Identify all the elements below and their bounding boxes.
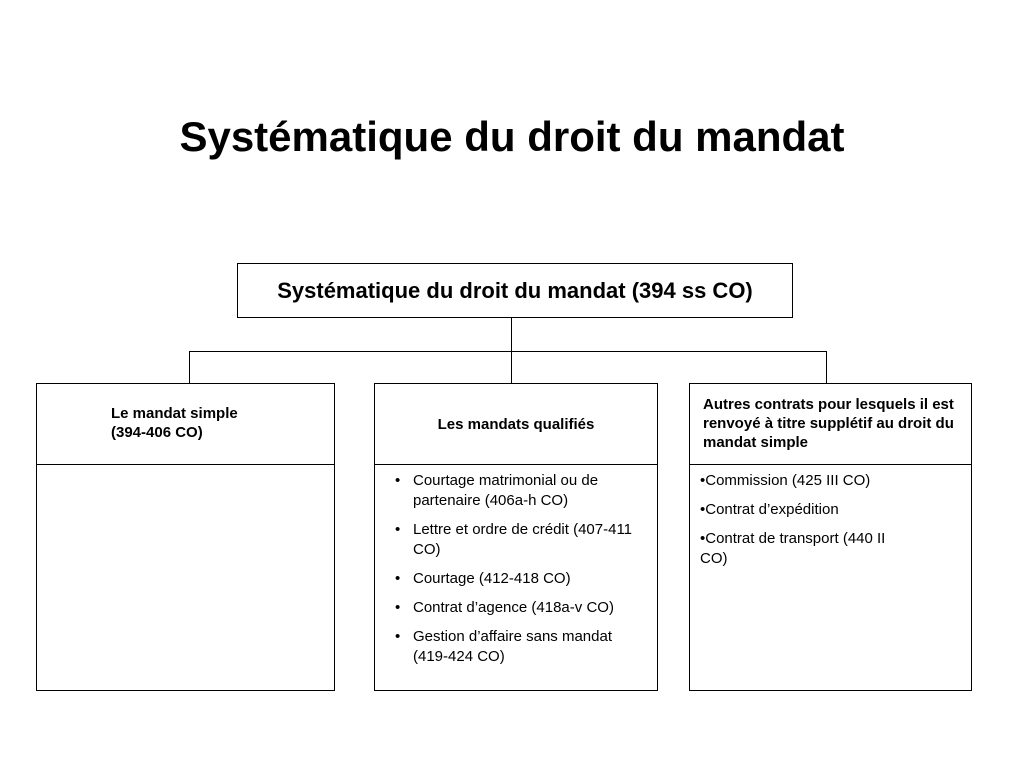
root-node-label: Systématique du droit du mandat (394 ss CO)	[277, 277, 753, 303]
list-item: •Contrat de transport (440 II CO)	[700, 530, 886, 567]
root-node	[237, 263, 793, 318]
list-item: • Courtage (412-418 CO)	[375, 569, 657, 589]
column-mandats-qualifies-heading-text: Les mandats qualifiés	[437, 415, 595, 433]
column-mandats-qualifies	[374, 383, 658, 691]
column-mandat-simple	[36, 383, 335, 691]
column-mandat-simple-heading-line2: (394-406 CO)	[111, 424, 203, 441]
qualified-mandates-list	[375, 471, 657, 667]
column-mandat-simple-body	[37, 465, 334, 690]
list-item: • Contrat d’agence (418a-v CO)	[375, 598, 657, 618]
column-mandat-simple-heading	[37, 384, 334, 465]
list-item: • Courtage matrimonial ou de partenaire (406a-h CO)	[375, 471, 657, 511]
column-autres-contrats-heading	[690, 384, 971, 465]
connector-drop-left	[189, 351, 190, 384]
column-autres-contrats	[689, 383, 972, 691]
column-mandat-simple-heading-line1: Le mandat simple	[111, 405, 238, 422]
list-item: •Contrat d’expédition	[700, 501, 839, 518]
column-mandats-qualifies-heading	[375, 384, 657, 465]
column-autres-contrats-body	[690, 465, 971, 690]
list-item: • Lettre et ordre de crédit (407-411 CO)	[375, 520, 657, 560]
list-item: • Gestion d’affaire sans mandat (419-424 CO)	[375, 627, 657, 667]
column-mandats-qualifies-body	[375, 465, 657, 690]
connector-horizontal-bar	[189, 351, 827, 352]
connector-root-stem	[511, 318, 512, 352]
connector-drop-right	[826, 351, 827, 384]
connector-drop-center	[511, 351, 512, 384]
column-autres-contrats-heading-text: Autres contrats pour lesquels il est renvoyé à titre supplétif au droit du mandat simple	[703, 396, 954, 451]
list-item: •Commission (425 III CO)	[700, 472, 871, 489]
slide-title: Systématique du droit du mandat	[179, 113, 845, 160]
